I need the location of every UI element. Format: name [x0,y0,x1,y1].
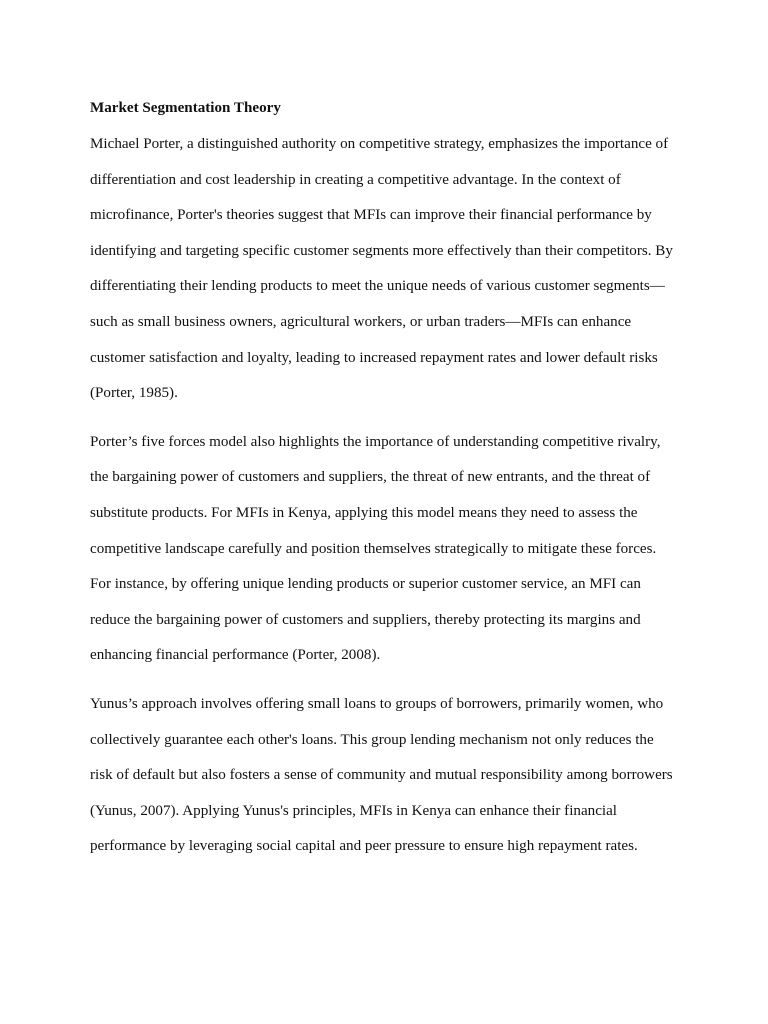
text-line: Yunus’s approach involves offering small loans to groups of borrowers, primarily women, who [90,695,664,712]
document-body [90,98,680,878]
text-line: customer satisfaction and loyalty, leading to increased repayment rates and lower default risks [90,349,658,366]
text-line: differentiation and cost leadership in creating a competitive advantage. In the context of [90,171,621,188]
text-line: reduce the bargaining power of customers and suppliers, thereby protecting its margins and [90,611,641,628]
text-line: For instance, by offering unique lending products or superior customer service, an MFI can [90,576,641,593]
text-line: enhancing financial performance (Porter, 2008). [90,647,381,664]
text-line: substitute products. For MFIs in Kenya, applying this model means they need to assess the [90,504,638,521]
text-line: performance by leveraging social capital and peer pressure to ensure high repayment rates. [90,838,638,855]
paragraph-five-forces [90,425,680,674]
text-line: such as small business owners, agricultural workers, or urban traders—MFIs can enhance [90,313,632,330]
text-line: the bargaining power of customers and suppliers, the threat of new entrants, and the threat of [90,469,651,486]
text-line: differentiating their lending products to meet the unique needs of various customer segments— [90,278,665,295]
paragraph-porter-strategy [90,127,680,412]
text-line: (Porter, 1985). [90,385,178,402]
text-line: collectively guarantee each other's loans. This group lending mechanism not only reduces the [90,731,654,748]
text-line: Porter’s five forces model also highlights the importance of understanding competitive rivalry, [90,433,661,450]
text-line: Michael Porter, a distinguished authority on competitive strategy, emphasizes the importance of [90,136,669,152]
section-heading: Market Segmentation Theory [90,100,281,116]
text-line: risk of default but also fosters a sense of community and mutual responsibility among borrowers [90,767,673,784]
text-line: competitive landscape carefully and position themselves strategically to mitigate these forces. [90,540,657,557]
text-line: (Yunus, 2007). Applying Yunus's principles, MFIs in Kenya can enhance their financial [90,802,617,819]
paragraph-yunus-approach [90,687,680,865]
text-line: microfinance, Porter's theories suggest that MFIs can improve their financial performance by [90,207,652,224]
text-line: identifying and targeting specific customer segments more effectively than their competitors. By [90,242,673,259]
